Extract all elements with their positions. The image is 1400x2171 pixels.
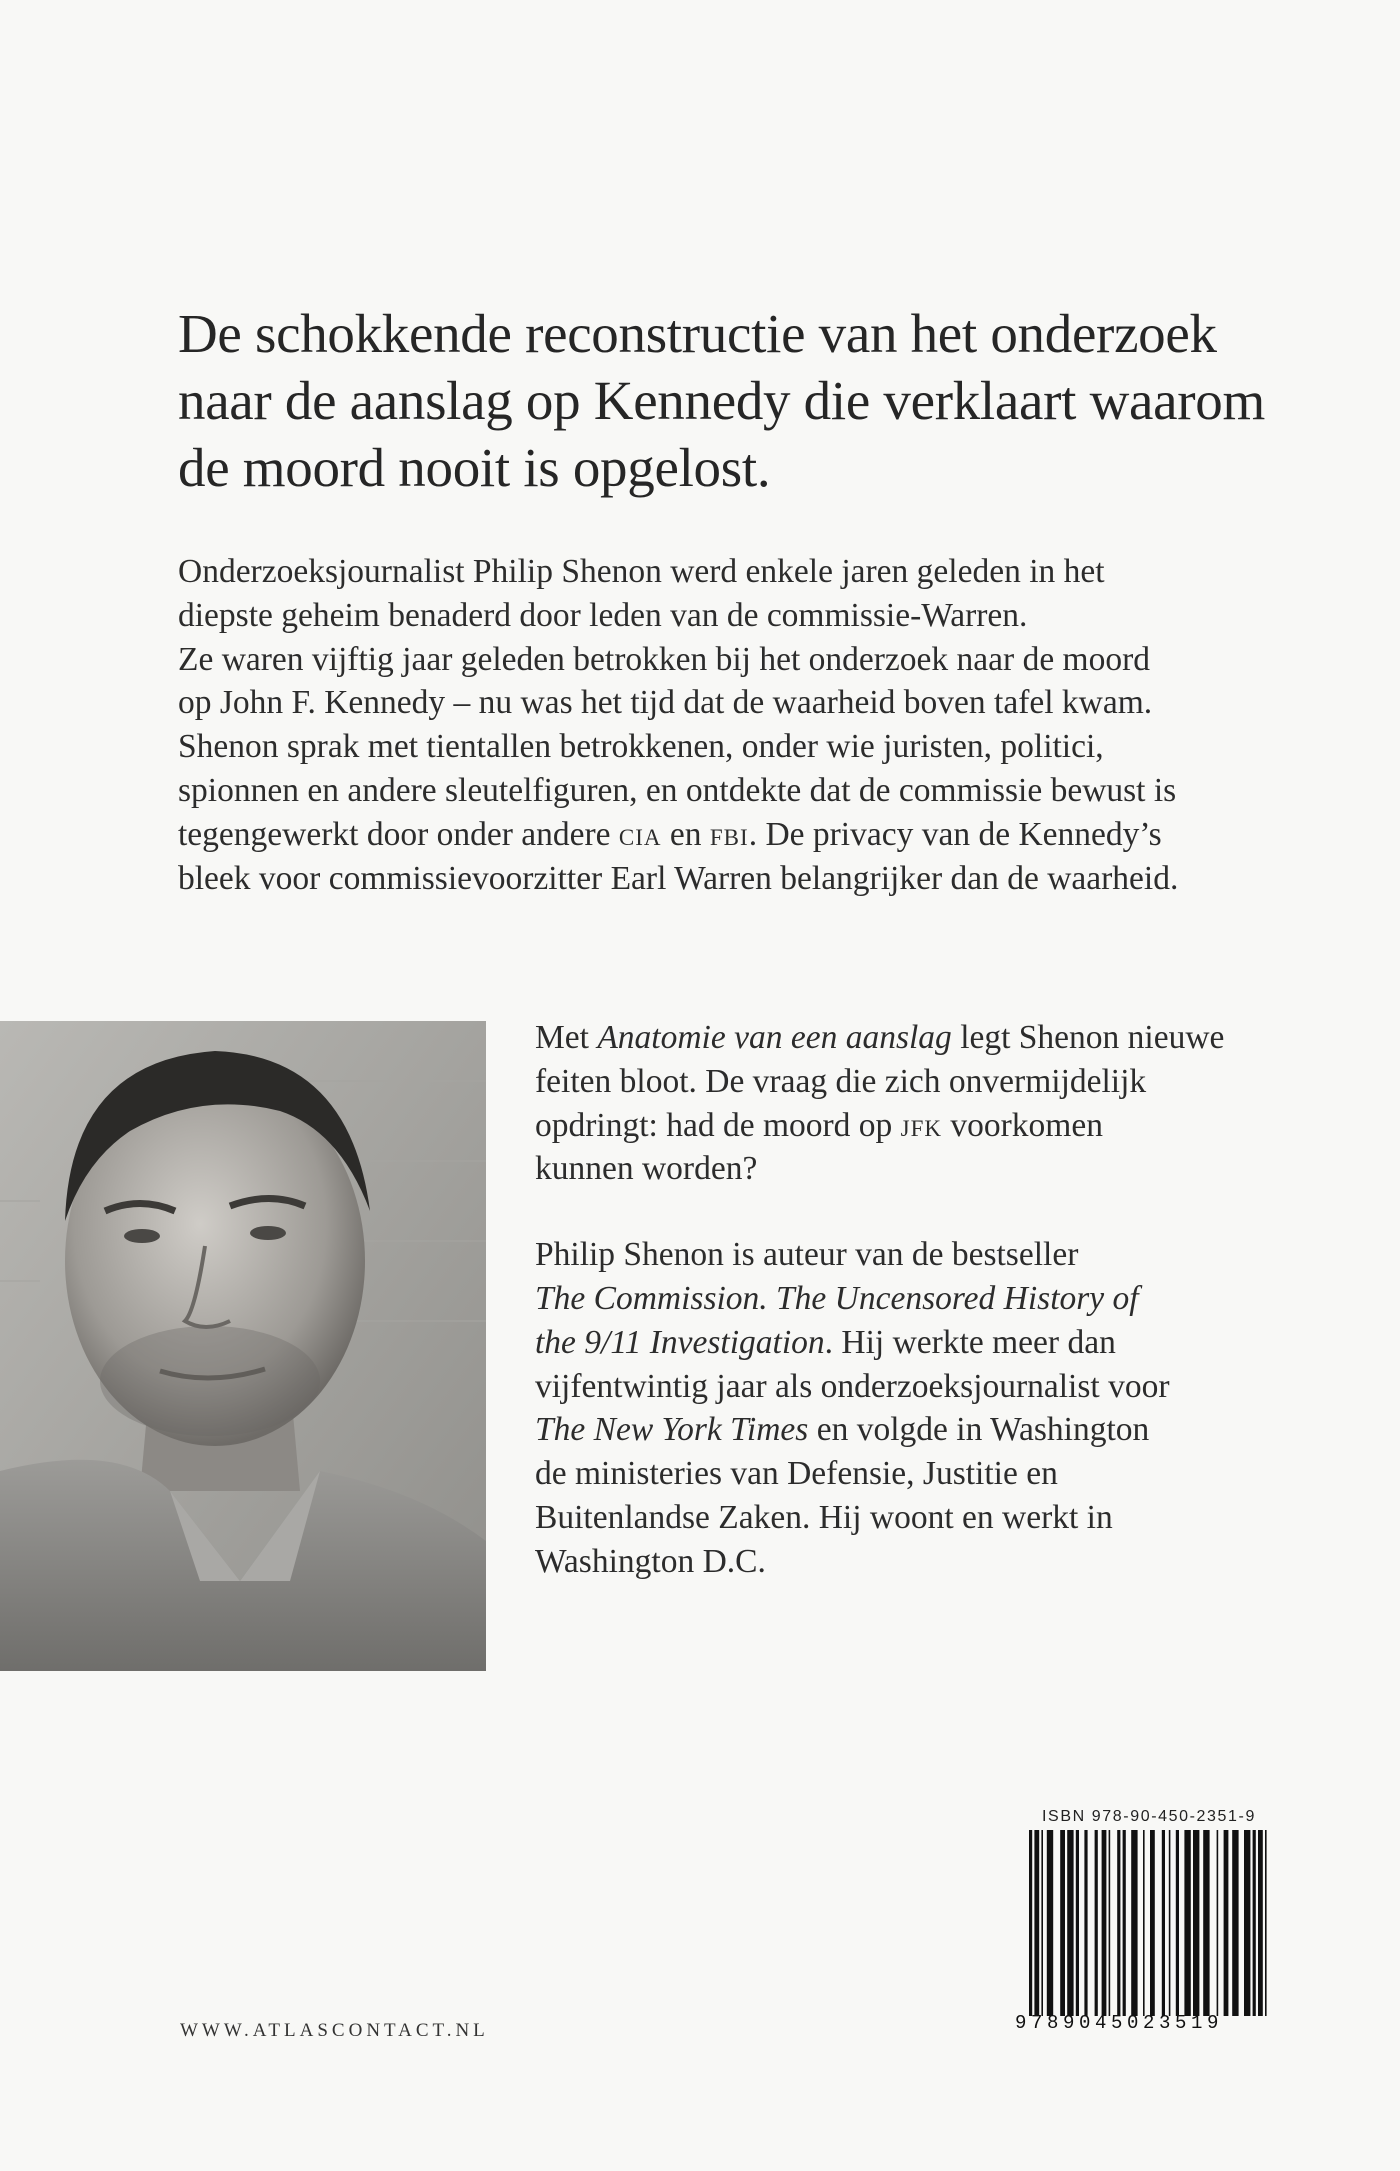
- barcode-bar: [1067, 1830, 1073, 2016]
- bio-line: Philip Shenon is auteur van de bestseller: [535, 1236, 1079, 1274]
- barcode-bar: [1224, 1830, 1229, 2016]
- barcode-bar: [1184, 1830, 1190, 2016]
- headline-line-3: de moord nooit is opgelost.: [178, 437, 771, 498]
- barcode-bar: [1041, 1830, 1043, 2016]
- bio-line: de ministeries van Defensie, Justitie en: [535, 1455, 1058, 1493]
- side-line: feiten bloot. De vraag die zich onvermijdelijk: [535, 1062, 1147, 1100]
- barcode-bar: [1034, 1830, 1039, 2016]
- barcode-bar: [1047, 1830, 1053, 2016]
- barcode-bar: [1169, 1830, 1171, 2016]
- barcode-bar: [1232, 1830, 1238, 2016]
- barcode-bar: [1123, 1830, 1126, 2016]
- headline-line-1: De schokkende reconstructie van het onderzoek: [178, 303, 1217, 364]
- side-text: [535, 1016, 1335, 1584]
- bio-line: [535, 1408, 1335, 1452]
- intro-paragraph: [178, 550, 1328, 900]
- barcode-bar: [1117, 1830, 1120, 2016]
- headline-line-2: naar de aanslag op Kennedy die verklaart waarom: [178, 370, 1265, 431]
- barcode-bar: [1253, 1830, 1256, 2016]
- barcode-bar: [1176, 1830, 1179, 2016]
- barcode-bar: [1029, 1830, 1032, 2016]
- barcode-bar: [1109, 1830, 1111, 2016]
- author-photo: [0, 1021, 486, 1671]
- side-line: [535, 1104, 1335, 1148]
- intro-line: Shenon sprak met tientallen betrokkenen, onder wie juristen, politici,: [178, 728, 1104, 766]
- barcode-image: [1015, 1830, 1283, 2016]
- bio-text-run: en volgde in Washington: [808, 1411, 1150, 1449]
- intro-line: spionnen en andere sleutelfiguren, en ontdekte dat de commissie bewust is: [178, 771, 1177, 809]
- fbi-abbrev: fbi: [709, 815, 749, 853]
- intro-line: op John F. Kennedy – nu was het tijd dat de waarheid boven tafel kwam.: [178, 684, 1153, 722]
- bio-title: the 9/11 Investigation: [535, 1323, 825, 1361]
- side-text-run: legt Shenon nieuwe: [951, 1019, 1225, 1056]
- intro-line: bleek voor commissievoorzitter Earl Warren belangrijker dan de waarheid.: [178, 859, 1179, 897]
- barcode-bar: [1143, 1830, 1145, 2016]
- side-line: [535, 1016, 1335, 1060]
- barcode-block: [1015, 1808, 1283, 2048]
- side-line: kunnen worden?: [535, 1150, 758, 1188]
- isbn-label: ISBN 978-90-450-2351-9: [1042, 1808, 1256, 1825]
- intro-text: . De privacy van de Kennedy’s: [748, 815, 1162, 853]
- bio-text-run: . Hij werkte meer dan: [824, 1323, 1116, 1361]
- intro-line: [178, 813, 1328, 857]
- cia-abbrev: cia: [618, 815, 662, 853]
- jfk-abbrev: jfk: [900, 1106, 943, 1144]
- author-bio: [535, 1233, 1335, 1583]
- barcode-bar: [1150, 1830, 1155, 2016]
- newspaper-title: The New York Times: [535, 1411, 809, 1449]
- intro-line: Onderzoeksjournalist Philip Shenon werd enkele jaren geleden in het: [178, 553, 1105, 590]
- bio-line: [535, 1321, 1335, 1365]
- book-title: Anatomie van een aanslag: [597, 1019, 952, 1056]
- author-portrait-image: [0, 1021, 486, 1671]
- barcode-bar: [1217, 1830, 1219, 2016]
- intro-text: tegengewerkt door onder andere: [178, 815, 619, 853]
- barcode-bar: [1095, 1830, 1098, 2016]
- side-text-run: voorkomen: [942, 1106, 1103, 1144]
- barcode-bar: [1258, 1830, 1263, 2016]
- barcode-bar: [1076, 1830, 1079, 2016]
- headline: [178, 300, 1308, 501]
- barcode-digits: 9789045023519: [1015, 2012, 1224, 2034]
- bio-line-title: The Commission. The Uncensored History of: [535, 1279, 1139, 1317]
- barcode-bar: [1060, 1830, 1065, 2016]
- barcode-bar: [1162, 1830, 1165, 2016]
- intro-text: en: [661, 815, 710, 853]
- barcode-bar: [1265, 1830, 1267, 2016]
- publisher-website: WWW.ATLASCONTACT.NL: [180, 2020, 489, 2041]
- intro-line: diepste geheim benaderd door leden van de commissie-Warren.: [178, 596, 1028, 634]
- side-text-run: Met: [535, 1019, 598, 1056]
- bio-line: vijfentwintig jaar als onderzoeksjournalist voor: [535, 1367, 1170, 1405]
- bio-line: Buitenlandse Zaken. Hij woont en werkt in: [535, 1498, 1113, 1536]
- bio-line: Washington D.C.: [535, 1542, 766, 1580]
- intro-line: Ze waren vijftig jaar geleden betrokken bij het onderzoek naar de moord: [178, 640, 1151, 678]
- side-text-run: opdringt: had de moord op: [535, 1106, 901, 1144]
- barcode-bar: [1244, 1830, 1250, 2016]
- barcode-bar: [1131, 1830, 1137, 2016]
- barcode-bar: [1203, 1830, 1209, 2016]
- barcode-bar: [1084, 1830, 1087, 2016]
- barcode-bar: [1102, 1830, 1107, 2016]
- barcode-bar: [1193, 1830, 1199, 2016]
